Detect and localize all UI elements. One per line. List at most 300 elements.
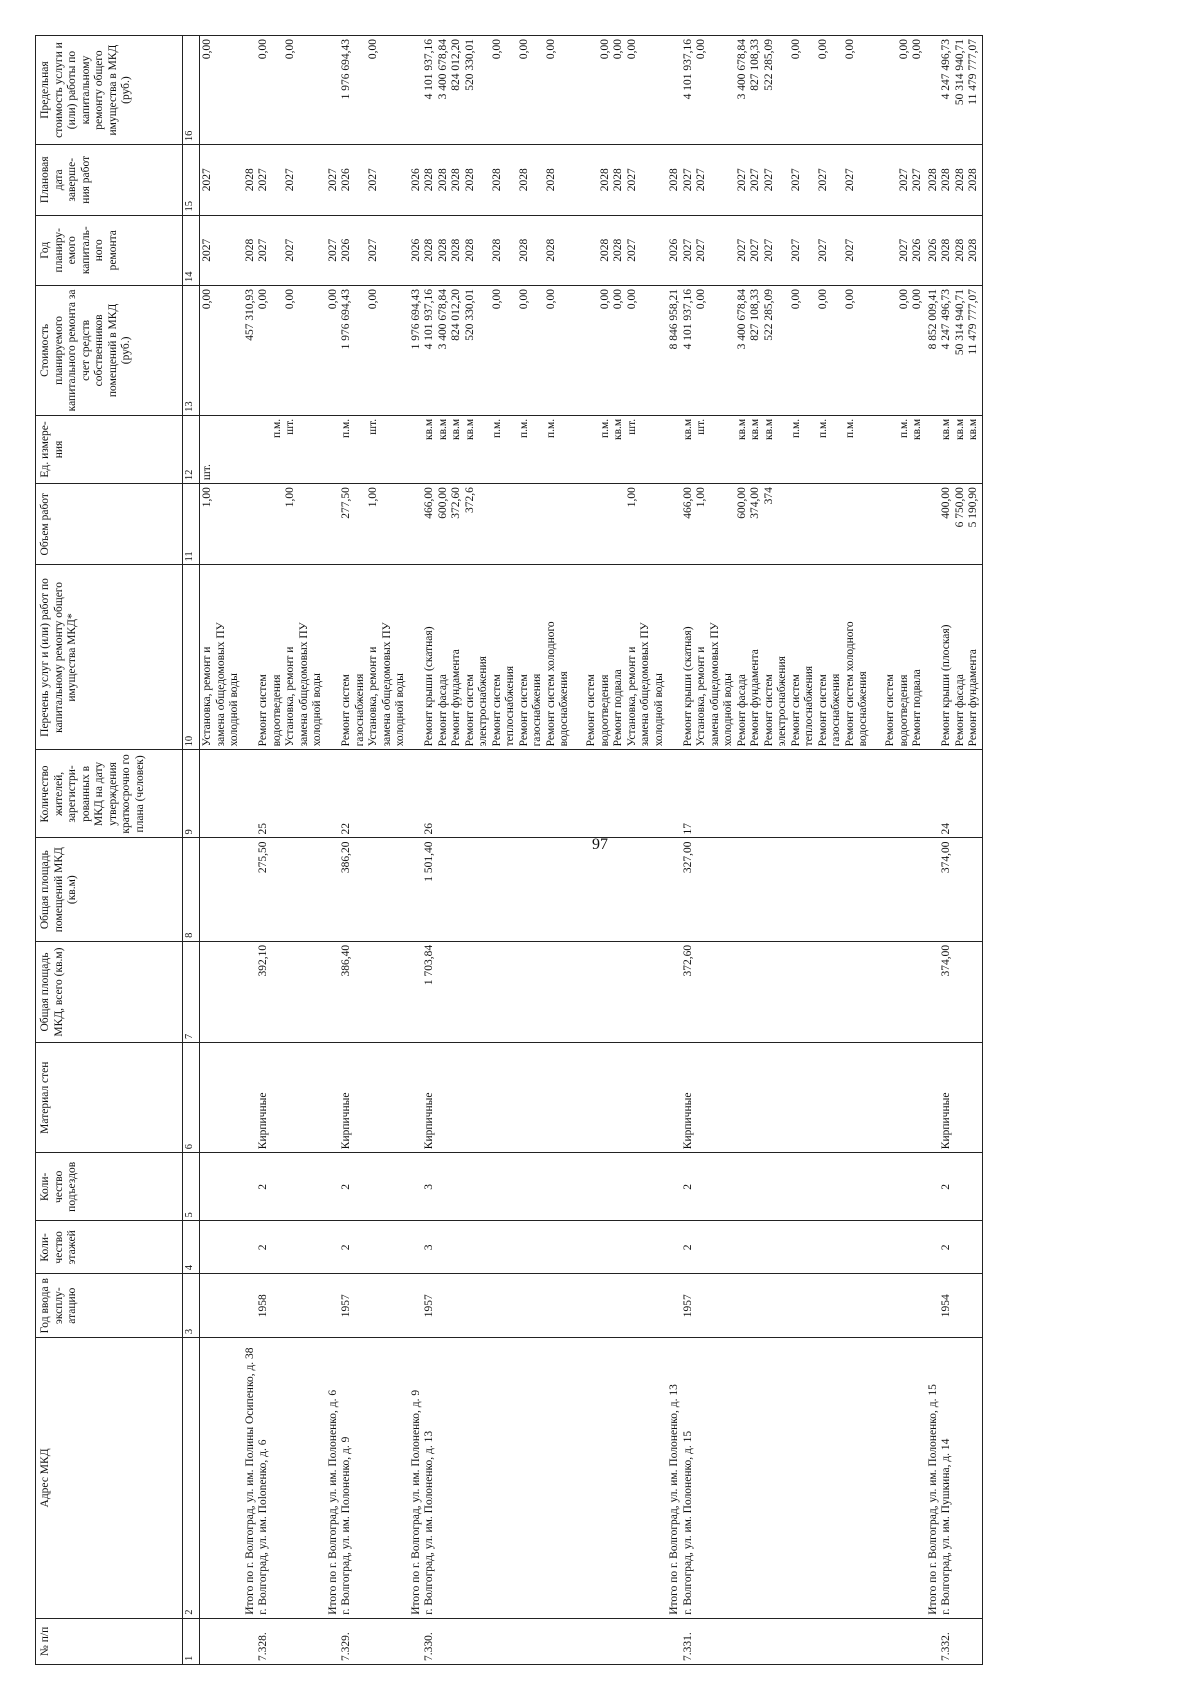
spacer xyxy=(327,1046,341,1149)
limit-line: 0,00 xyxy=(816,39,829,60)
year-line: 2027 xyxy=(257,238,269,262)
limit-line xyxy=(803,39,817,141)
end-line: 2027 xyxy=(257,168,269,192)
year-line xyxy=(776,219,790,282)
cell xyxy=(667,1338,926,1619)
spacer xyxy=(927,487,941,561)
cost-line: 0,00 xyxy=(517,288,530,310)
unit-line: кв.м xyxy=(735,418,748,440)
end-line: 2028 xyxy=(598,168,611,192)
works-line: холодной воды xyxy=(228,673,240,747)
year-line: 2028 xyxy=(967,238,979,262)
walls: Кирпичные xyxy=(681,1092,694,1150)
year-line xyxy=(394,219,408,282)
year-built: 1958 xyxy=(257,1294,269,1318)
year-line xyxy=(830,219,844,282)
cost-line xyxy=(803,289,817,412)
cell xyxy=(926,36,983,145)
limit-line xyxy=(394,39,408,141)
cost-line xyxy=(871,289,885,412)
cell xyxy=(326,941,409,1042)
cell xyxy=(667,1221,926,1274)
unit-line xyxy=(394,419,408,480)
continuation-row xyxy=(200,36,243,1665)
unit-line: п.м. xyxy=(816,418,829,439)
cost-line: 0,00 xyxy=(816,288,829,310)
year-built: 1957 xyxy=(423,1294,435,1318)
header-row xyxy=(36,36,183,1665)
limit-line: 0,00 xyxy=(612,39,624,60)
unit-line: шт. xyxy=(284,418,296,435)
cost-line: 0,00 xyxy=(897,288,910,310)
unit-line xyxy=(776,419,790,480)
cell xyxy=(326,484,409,565)
residents: 24 xyxy=(940,822,952,835)
works-line: Ремонт фундамента xyxy=(749,649,761,747)
total-cost: 8 852 009,41 xyxy=(926,288,939,350)
total-cost: 1 976 694,43 xyxy=(409,288,422,350)
table-body xyxy=(200,36,983,1665)
unit-line xyxy=(477,419,491,480)
cell xyxy=(409,1043,668,1153)
volume-line xyxy=(257,487,271,561)
end-line xyxy=(803,148,817,211)
limit-line xyxy=(531,39,545,141)
cell xyxy=(200,565,243,750)
address: г. Волгоград, ул. им. Полоненко, д. 9 xyxy=(340,1436,352,1615)
spacer xyxy=(244,1224,258,1270)
volume-line xyxy=(311,487,325,561)
spacer xyxy=(410,1046,424,1149)
limit-line xyxy=(653,39,667,141)
limit-line xyxy=(871,39,885,141)
unit-line: кв.м xyxy=(762,418,775,440)
unit-line: шт. xyxy=(367,418,379,435)
unit-line: п.м. xyxy=(598,418,611,439)
unit-line: кв.м xyxy=(967,418,979,440)
column-header: Общая площадь МКД, всего (кв.м) xyxy=(36,941,183,1042)
cell xyxy=(200,36,243,145)
cell xyxy=(667,1274,926,1338)
works-line: электроснабжения xyxy=(776,656,788,747)
end-line: 2027 xyxy=(762,168,775,192)
volume-line: 6 750,00 xyxy=(953,487,966,528)
year-line xyxy=(558,219,572,282)
volume-line xyxy=(776,487,790,561)
cost-line xyxy=(830,289,844,412)
total-limit xyxy=(327,39,341,141)
cell xyxy=(409,484,668,565)
column-number: 10 xyxy=(183,565,200,750)
works-line xyxy=(871,569,885,747)
cell xyxy=(326,215,409,285)
column-number: 14 xyxy=(183,215,200,285)
works-line: Ремонт систем xyxy=(884,674,896,747)
cell xyxy=(409,1221,668,1274)
cell xyxy=(326,285,409,415)
cell xyxy=(243,1618,326,1664)
residents: 17 xyxy=(681,822,694,835)
cell xyxy=(409,1618,668,1664)
works-line: водоснабжения xyxy=(558,671,570,747)
unit-line: п.м. xyxy=(544,418,557,439)
cell xyxy=(667,1043,926,1153)
cost-line xyxy=(271,289,285,412)
cost-line: 4 101 937,16 xyxy=(681,288,694,350)
spacer xyxy=(327,753,341,834)
end-line xyxy=(884,148,898,211)
cell xyxy=(326,1043,409,1153)
volume-line: 374 xyxy=(762,487,775,505)
spacer xyxy=(327,419,341,480)
cell xyxy=(667,941,926,1042)
cell xyxy=(667,145,926,215)
spacer xyxy=(244,1046,258,1149)
spacer xyxy=(244,841,258,937)
volume-line xyxy=(558,487,572,561)
cell xyxy=(326,565,409,750)
volume-line: 1,00 xyxy=(695,487,707,508)
spacer xyxy=(927,419,941,480)
cell xyxy=(200,838,243,941)
works-line: Ремонт подвала xyxy=(911,669,923,747)
residents: 26 xyxy=(423,822,435,835)
works-line: холодной воды xyxy=(722,673,734,747)
cost-line: 3 400 678,84 xyxy=(436,288,449,350)
unit-line xyxy=(653,419,667,480)
total-label: Итого по г. Волгоград, ул. им. Полины Осипенко, д. 38 xyxy=(243,1347,256,1615)
spacer xyxy=(668,1224,682,1270)
cell xyxy=(200,1618,243,1664)
year-line xyxy=(531,219,545,282)
unit-line: шт. xyxy=(625,418,638,435)
spacer xyxy=(327,1277,341,1334)
year-built: 1957 xyxy=(340,1294,352,1318)
cell xyxy=(200,484,243,565)
end-line: 2028 xyxy=(423,168,435,192)
cell xyxy=(926,1274,983,1338)
total-label: Итого по г. Волгоград, ул. им. Полоненко, д. 9 xyxy=(409,1389,422,1615)
year-line: 2028 xyxy=(517,238,530,262)
end-line: 2027 xyxy=(625,168,638,192)
volume-line xyxy=(381,487,395,561)
cell xyxy=(200,1274,243,1338)
volume-line xyxy=(898,487,912,561)
year-line xyxy=(381,219,395,282)
end-line xyxy=(354,148,368,211)
cost-line xyxy=(531,289,545,412)
limit-line: 0,00 xyxy=(625,39,638,60)
total-end: 2026 xyxy=(409,168,422,192)
volume-line xyxy=(545,487,559,561)
unit-line xyxy=(709,419,723,480)
unit-line: кв.м xyxy=(940,418,952,440)
spacer xyxy=(410,1277,424,1334)
year-line: 2027 xyxy=(681,238,694,262)
limit-line: 0,00 xyxy=(789,39,802,60)
works-line: Ремонт фундамента xyxy=(967,649,979,747)
cell xyxy=(926,750,983,838)
end-line xyxy=(477,148,491,211)
building-row xyxy=(667,36,926,1665)
unit-line: п.м. xyxy=(517,418,530,439)
year-line: 2028 xyxy=(450,238,462,262)
cell xyxy=(200,1043,243,1153)
cost-line: 520 330,01 xyxy=(463,288,476,341)
cell xyxy=(409,145,668,215)
cost-line: 4 101 937,16 xyxy=(423,288,435,350)
spacer xyxy=(927,753,941,834)
cost-line: 0,00 xyxy=(598,288,611,310)
end-line xyxy=(504,148,518,211)
end-line: 2028 xyxy=(436,168,449,192)
year-line xyxy=(653,219,667,282)
works-line: Ремонт подвала xyxy=(612,669,624,747)
end-line xyxy=(639,148,653,211)
total-year: 2026 xyxy=(926,238,939,262)
works-line: Ремонт систем xyxy=(816,674,829,747)
column-header: Адрес МКД xyxy=(36,1338,183,1619)
column-header: Год планиру- емого капиталь- ного ремонта xyxy=(36,215,183,285)
cost-line: 1 976 694,43 xyxy=(340,288,352,350)
cell xyxy=(667,36,926,145)
volume-line xyxy=(722,487,736,561)
unit-line xyxy=(585,419,599,480)
cost-line: 50 314 940,71 xyxy=(953,288,966,356)
end-line xyxy=(830,148,844,211)
end-line: 2027 xyxy=(695,168,707,192)
cost-line: 0,00 xyxy=(490,288,503,310)
spacer xyxy=(410,1156,424,1217)
cell xyxy=(243,484,326,565)
volume-line xyxy=(298,487,312,561)
year-line: 2027 xyxy=(695,238,707,262)
address: г. Волгоград, ул. им. Полоненко, д. 13 xyxy=(423,1430,435,1615)
year-line xyxy=(722,219,736,282)
area-total: 392,10 xyxy=(257,944,269,977)
cell xyxy=(326,1618,409,1664)
floors: 2 xyxy=(340,1244,352,1251)
volume-line: 277,50 xyxy=(340,487,352,519)
spacer xyxy=(244,753,258,834)
limit-line: 4 101 937,16 xyxy=(681,39,694,100)
year-built: 1954 xyxy=(940,1294,952,1318)
spacer xyxy=(410,569,424,747)
limit-line xyxy=(572,39,586,141)
unit-line: кв.м xyxy=(463,418,476,440)
works-line: Установка, ремонт и xyxy=(625,646,638,747)
area-rooms: 327,00 xyxy=(681,841,694,874)
year-line: 2028 xyxy=(953,238,966,262)
cell xyxy=(667,415,926,483)
works-line: холодной воды xyxy=(311,673,323,747)
building-row xyxy=(409,36,668,1665)
total-year: 2026 xyxy=(409,238,422,262)
cost-line xyxy=(653,289,667,412)
area-total: 1 703,84 xyxy=(423,944,435,986)
cell xyxy=(926,941,983,1042)
works-line xyxy=(572,569,586,747)
volume-line xyxy=(790,487,804,561)
spacer xyxy=(327,569,341,747)
limit-line: 0,00 xyxy=(284,39,296,60)
works-line: электроснабжения xyxy=(477,656,489,747)
limit-line: 0,00 xyxy=(911,39,923,60)
cell xyxy=(243,415,326,483)
works-line: Установка, ремонт и xyxy=(284,646,296,747)
cell xyxy=(243,1338,326,1619)
volume-line xyxy=(612,487,626,561)
volume-line xyxy=(857,487,871,561)
end-line xyxy=(394,148,408,211)
year-line xyxy=(271,219,285,282)
cell xyxy=(243,1153,326,1221)
total-end: 2028 xyxy=(668,168,680,192)
cost-line: 824 012,20 xyxy=(450,288,462,341)
address: г. Волгоград, ул. им. Пушкина, д. 14 xyxy=(940,1438,952,1615)
unit-line xyxy=(857,419,871,480)
volume-line: 400,00 xyxy=(940,487,952,519)
year-line xyxy=(709,219,723,282)
limit-line xyxy=(298,39,312,141)
volume-line xyxy=(572,487,586,561)
works-line: Ремонт фасада xyxy=(953,674,966,747)
works-line: Ремонт систем xyxy=(340,674,352,747)
spacer xyxy=(244,1622,258,1661)
column-number: 4 xyxy=(183,1221,200,1274)
unit-line xyxy=(639,419,653,480)
limit-line xyxy=(709,39,723,141)
cell xyxy=(409,941,668,1042)
column-number: 2 xyxy=(183,1338,200,1619)
works-line: Ремонт крыши (плоская) xyxy=(940,624,952,747)
cell xyxy=(243,285,326,415)
row-number: 7.330. xyxy=(423,1632,435,1661)
unit-line xyxy=(884,419,898,480)
volume-line xyxy=(504,487,518,561)
works-line: Ремонт систем xyxy=(257,674,269,747)
spacer xyxy=(244,1277,258,1334)
volume-line: 5 190,90 xyxy=(967,487,979,528)
building-row xyxy=(243,36,326,1665)
unit-line: кв.м xyxy=(612,418,624,440)
unit-line: кв.м xyxy=(423,418,435,440)
cell xyxy=(926,838,983,941)
cost-line: 3 400 678,84 xyxy=(735,288,748,350)
cost-line xyxy=(504,289,518,412)
limit-line xyxy=(504,39,518,141)
spacer xyxy=(244,487,258,561)
entrances: 2 xyxy=(340,1183,352,1190)
area-rooms: 275,50 xyxy=(257,841,269,874)
end-line xyxy=(381,148,395,211)
total-label: Итого по г. Волгоград, ул. им. Полоненко, д. 13 xyxy=(668,1384,680,1615)
unit-line: шт. xyxy=(201,464,213,481)
cost-line xyxy=(311,289,325,412)
year-line: 2028 xyxy=(612,238,624,262)
cell xyxy=(409,1274,668,1338)
cell xyxy=(243,941,326,1042)
volume-line: 374,00 xyxy=(749,487,761,519)
total-cost: 0,00 xyxy=(326,288,339,310)
works-line: теплоснабжения xyxy=(504,665,516,747)
end-line xyxy=(572,148,586,211)
year-line xyxy=(871,219,885,282)
end-line xyxy=(585,148,599,211)
cell xyxy=(243,838,326,941)
volume-line: 1,00 xyxy=(201,487,213,508)
cell xyxy=(667,1153,926,1221)
spacer xyxy=(927,841,941,937)
works-line: водоотведения xyxy=(598,674,611,747)
cell xyxy=(409,750,668,838)
unit-line xyxy=(572,419,586,480)
total-cost: 8 846 958,21 xyxy=(668,288,680,350)
cost-line: 0,00 xyxy=(695,288,707,310)
spacer xyxy=(927,945,941,1039)
cell xyxy=(926,1221,983,1274)
column-header: Материал стен xyxy=(36,1043,183,1153)
cost-line xyxy=(394,289,408,412)
limit-line xyxy=(271,39,285,141)
cell xyxy=(326,415,409,483)
unit-line: п.м. xyxy=(843,418,856,439)
cell xyxy=(667,750,926,838)
entrances: 3 xyxy=(423,1183,435,1190)
limit-line: 522 285,09 xyxy=(762,39,775,91)
row-number: 7.329. xyxy=(340,1632,352,1661)
end-line: 2028 xyxy=(967,168,979,192)
works-line: водоотведения xyxy=(897,674,910,747)
end-line: 2027 xyxy=(911,168,923,192)
cell xyxy=(926,484,983,565)
volume-line xyxy=(830,487,844,561)
year-line xyxy=(504,219,518,282)
unit-line xyxy=(257,419,271,480)
row-number: 7.331. xyxy=(681,1632,694,1661)
cell xyxy=(243,1043,326,1153)
cost-line: 0,00 xyxy=(257,288,269,310)
column-number: 3 xyxy=(183,1274,200,1338)
limit-line xyxy=(354,39,368,141)
works-line: Установка, ремонт и xyxy=(695,646,707,747)
limit-line: 0,00 xyxy=(257,39,269,60)
works-line: Ремонт систем холодного xyxy=(843,621,856,747)
spacer xyxy=(927,569,941,747)
year-line xyxy=(803,219,817,282)
cell xyxy=(926,145,983,215)
year-line xyxy=(857,219,871,282)
end-line xyxy=(653,148,667,211)
works-line: теплоснабжения xyxy=(803,665,815,747)
unit-line: кв.м xyxy=(450,418,462,440)
cell xyxy=(200,750,243,838)
limit-line xyxy=(830,39,844,141)
end-line: 2027 xyxy=(201,168,213,192)
cell xyxy=(243,36,326,145)
building-row xyxy=(326,36,409,1665)
spacer xyxy=(244,945,258,1039)
spacer xyxy=(327,1156,341,1217)
cost-line: 827 108,33 xyxy=(749,288,761,341)
address: г. Волгоград, ул. им. Поloneнко, д. 6 xyxy=(257,1439,269,1615)
column-number: 12 xyxy=(183,415,200,483)
cost-line xyxy=(884,289,898,412)
cell xyxy=(243,145,326,215)
end-line: 2028 xyxy=(940,168,952,192)
end-line: 2027 xyxy=(789,168,802,192)
works-line: Ремонт крыши (скатная) xyxy=(423,626,435,747)
